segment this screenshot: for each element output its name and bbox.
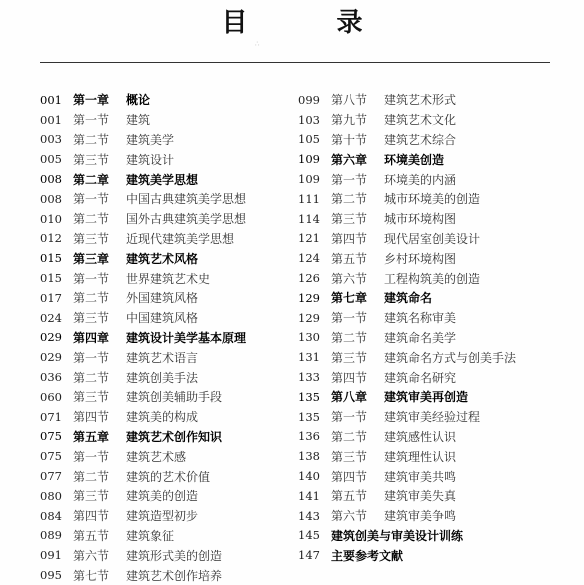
toc-entry-title: 世界建筑艺术史 <box>126 271 211 286</box>
toc-section-entry[interactable] <box>298 308 584 328</box>
toc-page-number: 003 <box>40 132 62 147</box>
toc-entry-title: 建筑艺术感 <box>126 449 187 464</box>
toc-section-label: 第八章 <box>331 390 368 405</box>
toc-entry-title: 城市环境美的创造 <box>384 192 481 207</box>
toc-page-number: 140 <box>298 469 320 484</box>
toc-section-label: 第二章 <box>73 172 110 187</box>
toc-page-number: 141 <box>298 488 320 503</box>
toc-page-number: 135 <box>298 389 320 404</box>
toc-page-number: 017 <box>40 290 62 305</box>
toc-section-entry[interactable] <box>40 308 300 328</box>
toc-chapter-entry[interactable] <box>40 169 300 189</box>
toc-entry-title: 现代居室创美设计 <box>384 231 481 246</box>
toc-section-label: 第一节 <box>73 192 110 207</box>
toc-section-label: 第三节 <box>331 212 368 227</box>
toc-chapter-entry[interactable] <box>298 288 584 308</box>
toc-section-label: 第七章 <box>331 291 368 306</box>
toc-entry-title: 建筑形式美的创造 <box>126 548 223 563</box>
toc-page-number: 136 <box>298 429 320 444</box>
toc-section-label: 第三节 <box>73 231 110 246</box>
toc-entry-title: 建筑审美共鸣 <box>384 469 457 484</box>
toc-section-label: 第一节 <box>73 271 110 286</box>
toc-section-entry[interactable] <box>40 407 300 427</box>
toc-page-number: 075 <box>40 429 62 444</box>
toc-entry-title: 国外古典建筑美学思想 <box>126 212 247 227</box>
toc-section-entry[interactable] <box>40 387 300 407</box>
toc-entry-title: 建筑审美失真 <box>384 489 457 504</box>
toc-section-entry[interactable] <box>40 466 300 486</box>
toc-page-number: 131 <box>298 350 320 365</box>
toc-entry-title: 建筑的艺术价值 <box>126 469 211 484</box>
toc-section-label: 第三节 <box>331 449 368 464</box>
toc-entry-title: 建筑理性认识 <box>384 449 457 464</box>
toc-section-label: 第二节 <box>73 370 110 385</box>
toc-section-label: 第七节 <box>73 568 110 583</box>
toc-page-number: 138 <box>298 449 320 464</box>
title-divider <box>40 62 550 63</box>
toc-section-label: 第三节 <box>331 350 368 365</box>
toc-section-label: 第三章 <box>73 251 110 266</box>
toc-entry-title: 建筑美的构成 <box>126 410 199 425</box>
toc-page-number: 060 <box>40 389 62 404</box>
toc-entry-title: 建筑命名 <box>384 291 433 306</box>
toc-entry-title: 建筑创美手法 <box>126 370 199 385</box>
toc-page-number: 143 <box>298 508 320 523</box>
toc-section-entry[interactable] <box>40 446 300 466</box>
toc-page-number: 135 <box>298 409 320 424</box>
toc-page-number: 089 <box>40 528 62 543</box>
toc-page-number: 130 <box>298 330 320 345</box>
toc-section-label: 第六节 <box>73 548 110 563</box>
toc-entry-title: 环境美的内涵 <box>384 172 457 187</box>
toc-section-label: 第一节 <box>331 410 368 425</box>
toc-section-entry[interactable] <box>40 110 300 130</box>
toc-section-label: 第四节 <box>73 410 110 425</box>
toc-section-label: 第五节 <box>73 528 110 543</box>
toc-page-number: 024 <box>40 310 62 325</box>
toc-chapter-entry[interactable] <box>40 328 300 348</box>
toc-section-entry[interactable] <box>40 229 300 249</box>
toc-page-number: 010 <box>40 211 62 226</box>
toc-page-number: 029 <box>40 350 62 365</box>
toc-page-number: 129 <box>298 290 320 305</box>
toc-section-label: 第一节 <box>331 311 368 326</box>
toc-section-entry[interactable] <box>298 268 584 288</box>
toc-chapter-entry[interactable] <box>298 545 584 565</box>
toc-section-label: 第一章 <box>73 93 110 108</box>
toc-entry-title: 环境美创造 <box>384 152 445 167</box>
toc-page-number: 001 <box>40 92 62 107</box>
toc-section-label: 第二节 <box>73 132 110 147</box>
toc-section-entry[interactable] <box>40 486 300 506</box>
toc-section-label: 第一节 <box>331 172 368 187</box>
toc-section-entry[interactable] <box>40 189 300 209</box>
toc-section-entry[interactable] <box>298 90 584 110</box>
toc-page-number: 075 <box>40 449 62 464</box>
toc-entry-title: 建筑命名研究 <box>384 370 457 385</box>
toc-chapter-entry[interactable] <box>40 90 300 110</box>
toc-entry-title: 建筑创美辅助手段 <box>126 390 223 405</box>
toc-page-number: 099 <box>298 92 320 107</box>
toc-section-label: 第十节 <box>331 132 368 147</box>
toc-page-number: 109 <box>298 172 320 187</box>
toc-entry-title: 建筑象征 <box>126 528 175 543</box>
toc-page-number: 084 <box>40 508 62 523</box>
toc-page-number: 015 <box>40 271 62 286</box>
toc-section-label: 第六节 <box>331 271 368 286</box>
toc-chapter-entry[interactable] <box>40 427 300 447</box>
toc-section-entry[interactable] <box>40 268 300 288</box>
toc-section-label: 第六章 <box>331 152 368 167</box>
toc-page-number: 080 <box>40 488 62 503</box>
toc-page-number: 095 <box>40 568 62 583</box>
toc-column-left <box>40 90 300 585</box>
toc-page-number: 111 <box>298 191 320 206</box>
toc-section-label: 第六节 <box>331 509 368 524</box>
toc-section-entry[interactable] <box>298 466 584 486</box>
toc-entry-title: 建筑审美再创造 <box>384 390 469 405</box>
toc-page-number: 121 <box>298 231 320 246</box>
toc-section-entry[interactable] <box>298 506 584 526</box>
toc-section-label: 第三节 <box>73 152 110 167</box>
toc-column-right <box>298 90 584 565</box>
toc-page-number: 124 <box>298 251 320 266</box>
toc-entry-title: 建筑名称审美 <box>384 311 457 326</box>
toc-section-label: 第四章 <box>73 330 110 345</box>
toc-page-number: 012 <box>40 231 62 246</box>
toc-entry-title: 建筑审美经验过程 <box>384 410 481 425</box>
toc-section-entry[interactable] <box>40 130 300 150</box>
toc-entry-title: 城市环境构图 <box>384 212 457 227</box>
toc-entry-title: 建筑美学思想 <box>126 172 199 187</box>
toc-section-label: 第二节 <box>73 291 110 306</box>
toc-section-label: 第二节 <box>73 469 110 484</box>
toc-page-number: 005 <box>40 152 62 167</box>
toc-section-label: 第二节 <box>331 429 368 444</box>
toc-page-number: 105 <box>298 132 320 147</box>
toc-entry-title: 建筑美学 <box>126 132 175 147</box>
toc-entry-title: 中国古典建筑美学思想 <box>126 192 247 207</box>
toc-entry-title: 建筑艺术语言 <box>126 350 199 365</box>
toc-section-label: 第四节 <box>73 509 110 524</box>
toc-entry-title: 建筑命名方式与创美手法 <box>384 350 517 365</box>
toc-section-entry[interactable] <box>298 248 584 268</box>
toc-entry-title: 建筑美的创造 <box>126 489 199 504</box>
toc-section-entry[interactable] <box>298 328 584 348</box>
toc-page-number: 001 <box>40 112 62 127</box>
toc-entry-title: 乡村环境构图 <box>384 251 457 266</box>
toc-entry-title: 建筑艺术文化 <box>384 113 457 128</box>
toc-entry-title: 建筑艺术风格 <box>126 251 199 266</box>
toc-section-label: 第五章 <box>73 429 110 444</box>
toc-section-entry[interactable] <box>40 506 300 526</box>
toc-section-entry[interactable] <box>298 367 584 387</box>
toc-section-label: 第四节 <box>331 231 368 246</box>
toc-section-label: 第四节 <box>331 469 368 484</box>
toc-section-label: 第一节 <box>73 113 110 128</box>
toc-page-number: 133 <box>298 370 320 385</box>
toc-entry-title: 建筑艺术形式 <box>384 93 457 108</box>
toc-page-number: 036 <box>40 370 62 385</box>
toc-entry-title: 建筑设计 <box>126 152 175 167</box>
toc-section-entry[interactable] <box>298 446 584 466</box>
toc-section-entry[interactable] <box>298 130 584 150</box>
toc-section-label: 第二节 <box>331 192 368 207</box>
toc-section-entry[interactable] <box>298 110 584 130</box>
toc-section-entry[interactable] <box>298 407 584 427</box>
toc-section-entry[interactable] <box>298 347 584 367</box>
toc-section-entry[interactable] <box>40 367 300 387</box>
toc-page-number: 114 <box>298 211 320 226</box>
toc-entry-title: 建筑艺术创作知识 <box>126 429 223 444</box>
toc-section-label: 第九节 <box>331 113 368 128</box>
toc-page-number: 103 <box>298 112 320 127</box>
toc-entry-title: 建筑艺术综合 <box>384 132 457 147</box>
toc-section-entry[interactable] <box>298 189 584 209</box>
toc-section-label: 第三节 <box>73 311 110 326</box>
toc-entry-title: 建筑设计美学基本原理 <box>126 330 247 345</box>
toc-entry-title: 工程构筑美的创造 <box>384 271 481 286</box>
toc-chapter-entry[interactable] <box>40 248 300 268</box>
toc-entry-title: 建筑艺术创作培养 <box>126 568 223 583</box>
toc-page-number: 077 <box>40 469 62 484</box>
toc-entry-title: 近现代建筑美学思想 <box>126 231 235 246</box>
toc-page-number: 129 <box>298 310 320 325</box>
toc-section-entry[interactable] <box>40 288 300 308</box>
toc-section-label: 第五节 <box>331 489 368 504</box>
toc-section-entry[interactable] <box>298 427 584 447</box>
toc-entry-title: 建筑创美与审美设计训练 <box>331 528 464 543</box>
toc-section-entry[interactable] <box>40 565 300 585</box>
toc-section-label: 第五节 <box>331 251 368 266</box>
toc-section-label: 第八节 <box>331 93 368 108</box>
toc-page-number: 015 <box>40 251 62 266</box>
toc-section-entry[interactable] <box>40 526 300 546</box>
toc-section-label: 第一节 <box>73 350 110 365</box>
toc-entry-title: 主要参考文献 <box>331 548 404 563</box>
toc-page-number: 126 <box>298 271 320 286</box>
toc-entry-title: 建筑 <box>126 113 151 128</box>
toc-section-entry[interactable] <box>298 169 584 189</box>
toc-section-label: 第一节 <box>73 449 110 464</box>
toc-section-entry[interactable] <box>298 209 584 229</box>
toc-entry-title: 中国建筑风格 <box>126 311 199 326</box>
toc-section-entry[interactable] <box>298 486 584 506</box>
toc-entry-title: 建筑造型初步 <box>126 509 199 524</box>
toc-entry-title: 建筑感性认识 <box>384 429 457 444</box>
toc-section-entry[interactable] <box>298 229 584 249</box>
toc-page-number: 091 <box>40 548 62 563</box>
toc-chapter-entry[interactable] <box>298 387 584 407</box>
toc-section-label: 第三节 <box>73 390 110 405</box>
toc-section-label: 第四节 <box>331 370 368 385</box>
scan-speck: ∴ <box>255 40 260 48</box>
toc-page-number: 029 <box>40 330 62 345</box>
toc-chapter-entry[interactable] <box>298 526 584 546</box>
toc-section-entry[interactable] <box>40 347 300 367</box>
toc-section-label: 第二节 <box>73 212 110 227</box>
toc-entry-title: 建筑审美争鸣 <box>384 509 457 524</box>
toc-section-entry[interactable] <box>40 149 300 169</box>
page-title: 目 录 <box>221 8 403 38</box>
toc-chapter-entry[interactable] <box>298 149 584 169</box>
toc-page-number: 008 <box>40 172 62 187</box>
toc-entry-title: 外国建筑风格 <box>126 291 199 306</box>
toc-page-number: 147 <box>298 548 320 563</box>
toc-page-number: 109 <box>298 152 320 167</box>
toc-entry-title: 建筑命名美学 <box>384 330 457 345</box>
toc-entry-title: 概论 <box>126 93 151 108</box>
toc-section-entry[interactable] <box>40 545 300 565</box>
toc-section-entry[interactable] <box>40 209 300 229</box>
toc-section-label: 第二节 <box>331 330 368 345</box>
toc-page-number: 008 <box>40 191 62 206</box>
toc-page-number: 071 <box>40 409 62 424</box>
toc-section-label: 第三节 <box>73 489 110 504</box>
toc-page-number: 145 <box>298 528 320 543</box>
